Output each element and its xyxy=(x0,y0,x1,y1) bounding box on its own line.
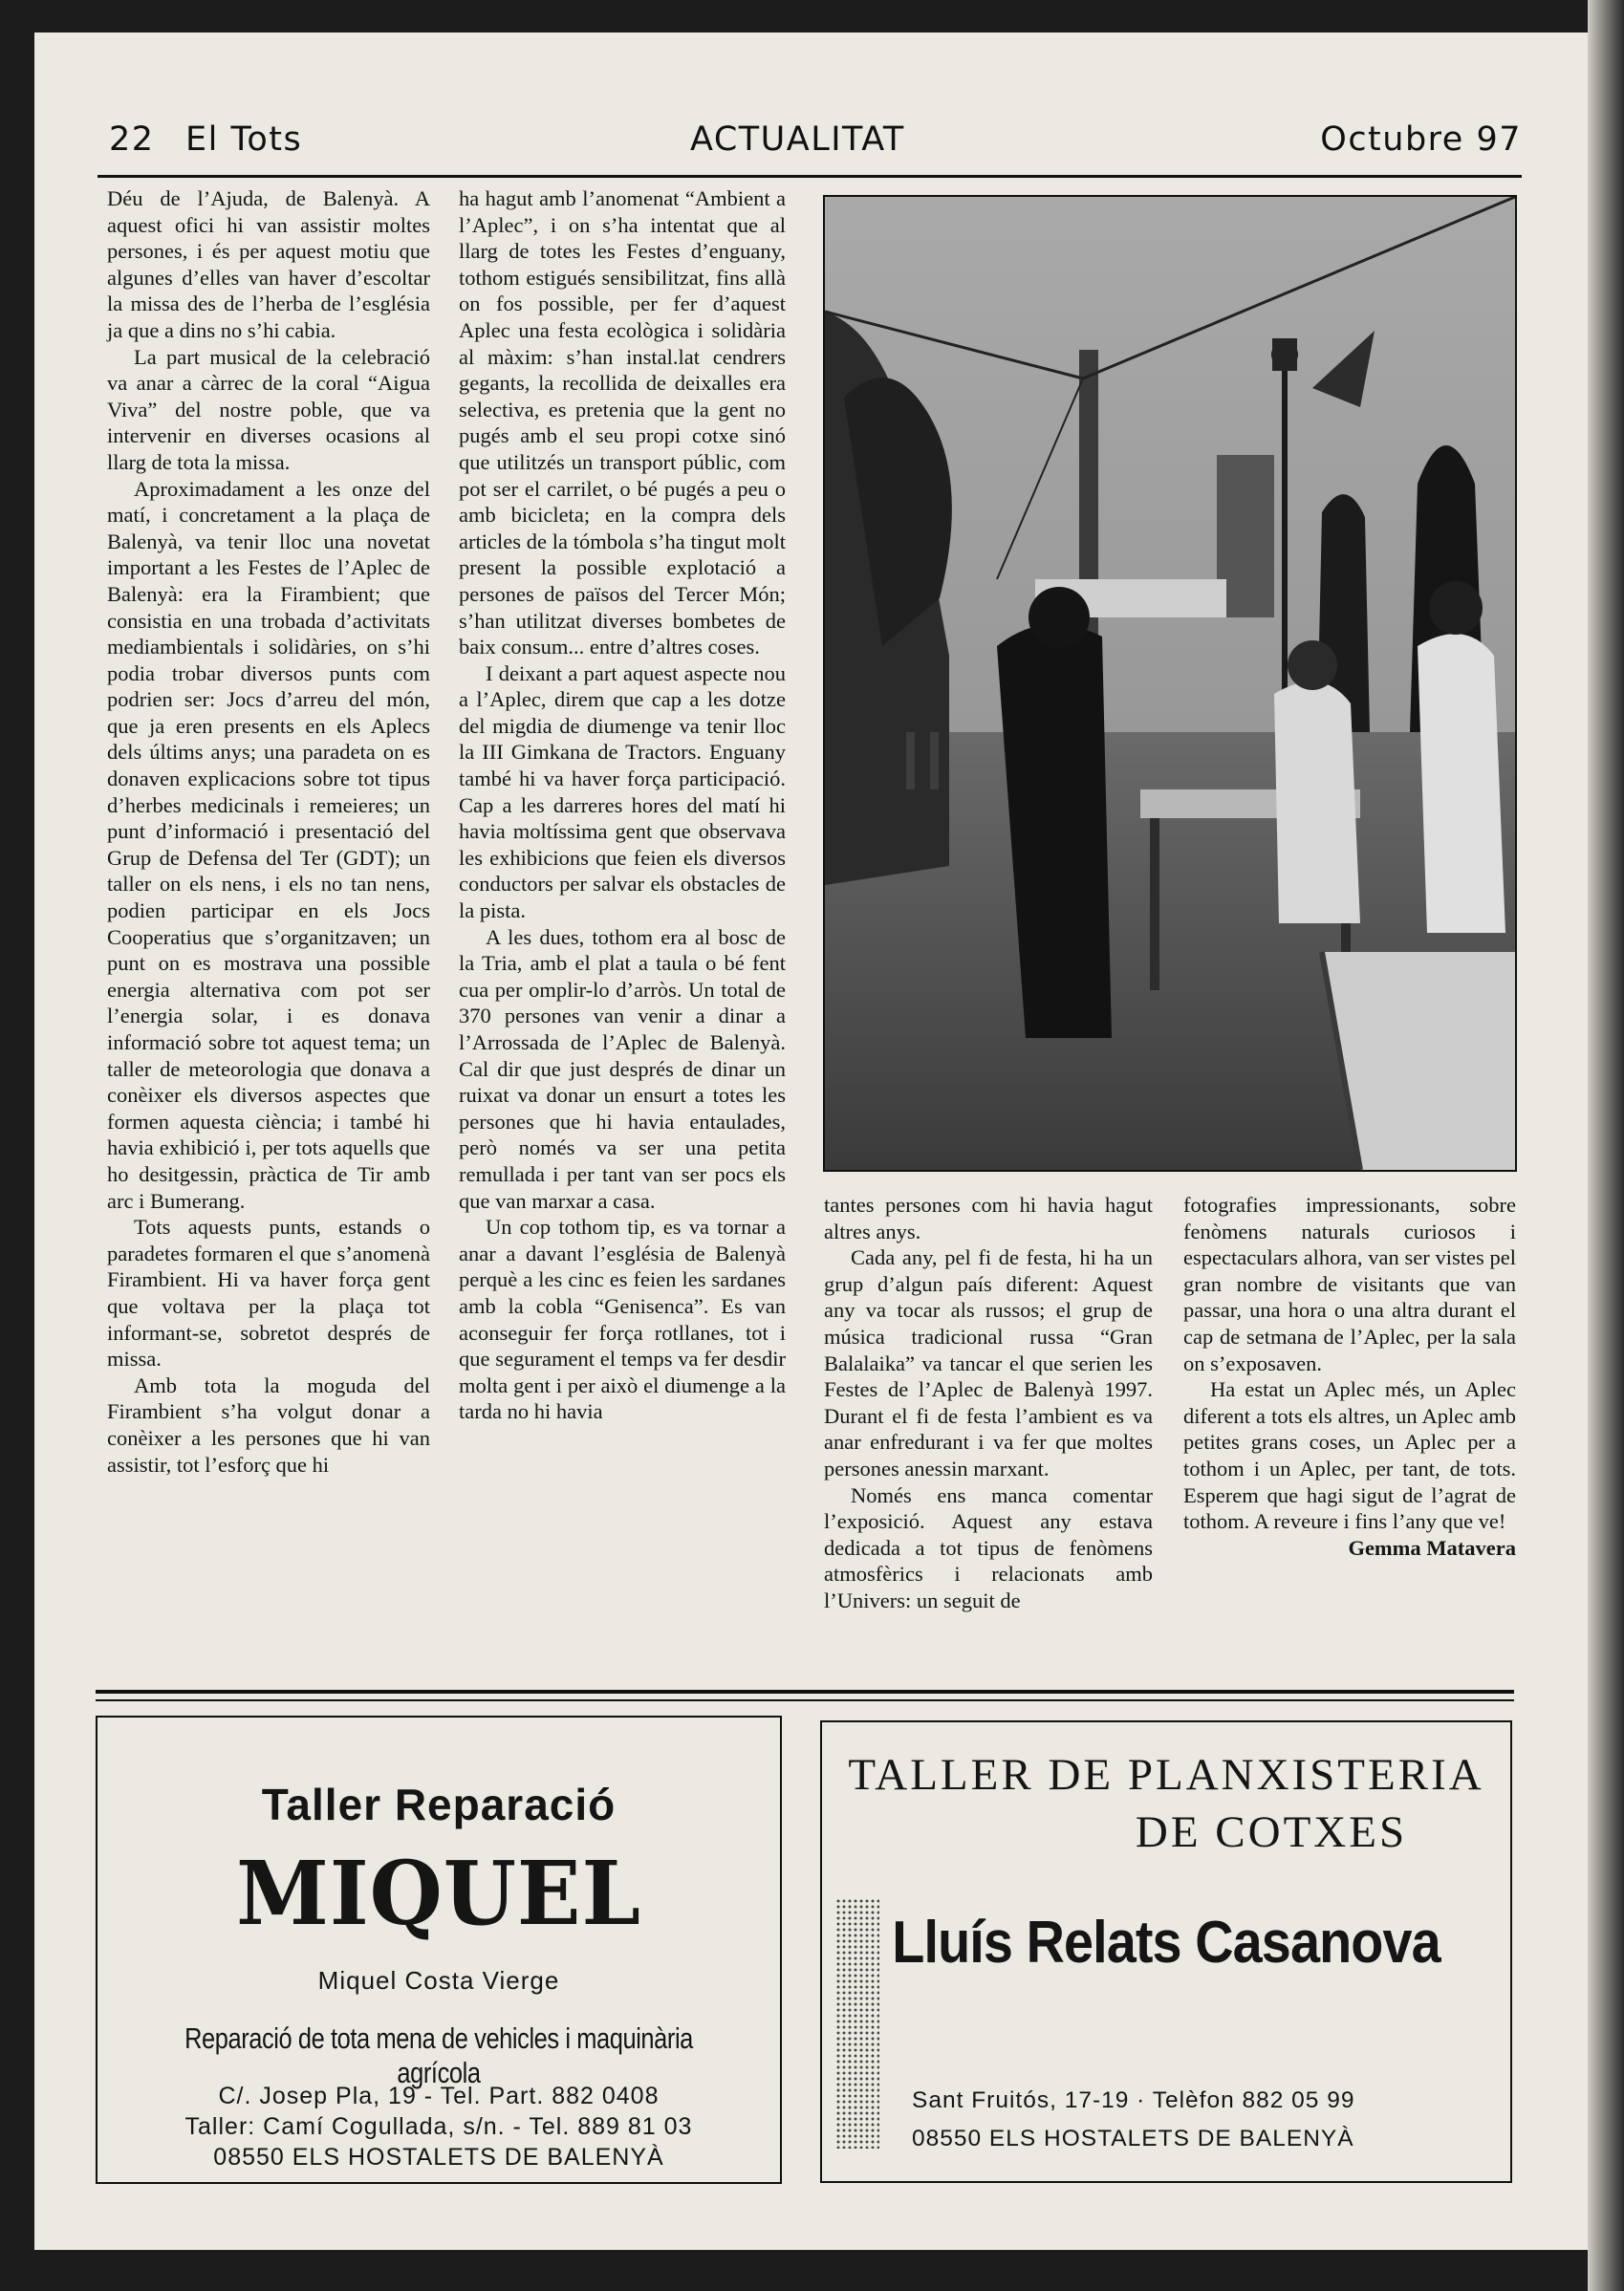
paragraph: La part musical de la celebració va anar a càrrec de la coral “Aigua Viva” del nostre poble, que va intervenir en diverses ocasions al llarg de tota la missa. xyxy=(107,344,430,474)
paragraph: Déu de l’Ajuda, de Balenyà. A aquest ofici hi van assistir moltes persones, i és per aquest motiu que algunes d’elles van haver d’escoltar la missa des de l’herba de l’església ja que a dins no s’hi cabia. xyxy=(107,186,430,342)
ad-taller-miquel xyxy=(96,1716,782,2184)
ad-workshop: Taller: Camí Cogullada, s/n. - Tel. 889 81 03 xyxy=(184,2113,693,2140)
author-signature: Gemma Matavera xyxy=(1348,1535,1516,1560)
article-column-3 xyxy=(824,1192,1153,1679)
page-header xyxy=(109,120,1522,172)
ad-owner: Miquel Costa Vierge xyxy=(317,1966,560,1995)
paragraph: ha hagut amb l’anomenat “Ambient a l’Aplec”, i on s’ha intentat que al llarg de totes les Festes d’enguany, tothom estigués sensibilitzat, fins allà on fos possible, per fer d’aquest Aplec una festa ecològica i solidària al màxim: s’han instal.lat cendrers gegants, la recollida de deixalles era selectiva, es pretenia que la gent no pugés amb el seu propi cotxe sinó que utilitzés un transport públic, com pot ser el carrilet, o bé pugés a peu o amb bicicleta; en la compra dels articles de la tómbola s’ha tingut molt present la possible explotació a persones de països del Tercer Món; s’han utilitzat diverses bombetes de baix consum... entre d’altres coses. xyxy=(459,186,786,659)
ad-title: Taller Reparació xyxy=(261,1780,617,1829)
ad-town: 08550 ELS HOSTALETS DE BALENYÀ xyxy=(912,2126,1354,2151)
header-rule xyxy=(97,175,1522,178)
ad-town: 08550 ELS HOSTALETS DE BALENYÀ xyxy=(213,2144,664,2171)
article-column-4 xyxy=(1183,1192,1516,1679)
paragraph: A les dues, tothom era al bosc de la Tria, amb el plat a taula o bé fent cua per omplir-lo d’arròs. Un total de 370 persones van venir a dinar a l’Arrossada de l’Aplec de Balenyà. Cal dir que just després de dinar un ruixat va donar un ensurt a totes les persones que hi havia entaulades, però només va ser una petita remullada i per tant van ser pocs els que van marxar a casa. xyxy=(459,924,786,1213)
ad-address: C/. Josep Pla, 19 - Tel. Part. 882 0408 xyxy=(218,2083,660,2109)
paragraph: fotografies impressionants, sobre fenòmens naturals curiosos i espectaculars alhora, van ser vistes pel gran nombre de visitants que van passar, una hora o una altra durant el cap de setmana de l’Aplec, per la sala on s’exposaven. xyxy=(1183,1193,1516,1375)
photo-image xyxy=(825,197,1515,1170)
page-spine xyxy=(1588,0,1624,2291)
paragraph: I deixant a part aquest aspecte nou a l’Aplec, direm que cap a les dotze del migdia de diumenge va tenir lloc la III Gimkana de Tractors. Enguany també hi va haver força participació. Cap a les darreres hores del matí hi havia moltíssima gent que observava les exhibicions que feien els diversos conductors per salvar els obstacles de la pista. xyxy=(459,660,786,923)
ad-business-name: MIQUEL xyxy=(236,1842,641,1945)
ad-address: Sant Fruitós, 17-19 · Telèfon 882 05 99 xyxy=(912,2087,1355,2113)
ads-rule xyxy=(96,1699,1514,1701)
publication-name: El Tots xyxy=(185,120,303,159)
paragraph: Ha estat un Aplec més, un Aplec diferent a tots els altres, un Aplec amb petites grans coses, un Aplec per a tothom i un Aplec, per tant, de tots. Esperem que hagi sigut de l’agrat de tothom. A reveure i fins l’any que ve! xyxy=(1183,1377,1516,1534)
issue-date: Octubre 97 xyxy=(1320,120,1522,159)
paragraph: Tots aquests punts, estands o paradetes formaren el que s’anomenà Firambient. Hi va haver força gent que voltava per la plaça tot informant-se, sobretot després de missa. xyxy=(107,1215,430,1372)
paragraph: Només ens manca comentar l’exposició. Aquest any estava dedicada a tot tipus de fenòmens atmosfèrics i relacionats amb l’Univers: un seguit de xyxy=(824,1482,1153,1612)
ad-title-line-1: TALLER DE PLANXISTERIA xyxy=(848,1750,1484,1800)
article-column-1 xyxy=(107,185,430,1676)
ad-planxisteria xyxy=(820,1720,1512,2183)
paragraph: Un cop tothom tip, es va tornar a anar a davant l’església de Balenyà perquè a les cinc es feien les sardanes amb la cobla “Genisenca”. Es van aconseguir fer força rotllanes, tot i que segurament el temps va fer desdir molta gent i per això el diumenge a la tarda no hi havia xyxy=(459,1215,786,1424)
ad-title-line-2: DE COTXES xyxy=(1135,1807,1408,1857)
article-column-2 xyxy=(459,185,786,1676)
ads-rule xyxy=(96,1690,1514,1694)
page-number: 22 xyxy=(109,120,155,159)
ad-description: Reparació de tota mena de vehicles i maquinària agrícola xyxy=(184,2021,693,2089)
paragraph: tantes persones com hi havia hagut altres anys. xyxy=(824,1193,1153,1243)
event-photo xyxy=(823,195,1517,1172)
paragraph: Amb tota la moguda del Firambient s’ha volgut donar a conèixer a les persones que hi van assistir, tot l’esforç que hi xyxy=(107,1372,430,1477)
ad-business-name: Lluís Relats Casanova xyxy=(892,1910,1440,1976)
section-title: ACTUALITAT xyxy=(690,120,905,159)
paragraph: Aproximadament a les onze del matí, i concretament a la plaça de Balenyà, va tenir lloc una novetat important a les Festes de l’Aplec de Balenyà: era la Firambient; que consistia en una trobada d’activitats mediambientals i solidàries, on s’hi podia trobar diversos punts com podrien ser: Jocs d’arreu del món, que ja eren presents en els Aplecs dels últims anys; una paradeta on es donaven explicacions sobre tot tipus d’herbes medicinals i remeieres; un punt d’informació i presentació del Grup de Defensa del Ter (GDT); un taller on els nens, i els no tan nens, podien participar en els Jocs Cooperatius que s’organitzaven; un punt on es mostrava una possible energia alternativa com pot ser l’energia solar, i es donava informació sobre tot aquest tema; un taller de meteorologia que donava a conèixer els diversos aspectes que formen aquesta ciència; i també hi havia exhibició i, per tots aquells que ho desitgessin, pràctica de Tir amb arc i Bumerang. xyxy=(107,476,430,1213)
paragraph: Cada any, pel fi de festa, hi ha un grup d’algun país diferent: Aquest any va tocar als russos; el grup de música tradicional russa “Gran Balalaika” va tancar el que serien les Festes de l’Aplec de Balenyà 1997. Durant el fi de festa l’ambient es va anar enfredurant i va fer que moltes persones anessin marxant. xyxy=(824,1245,1153,1481)
